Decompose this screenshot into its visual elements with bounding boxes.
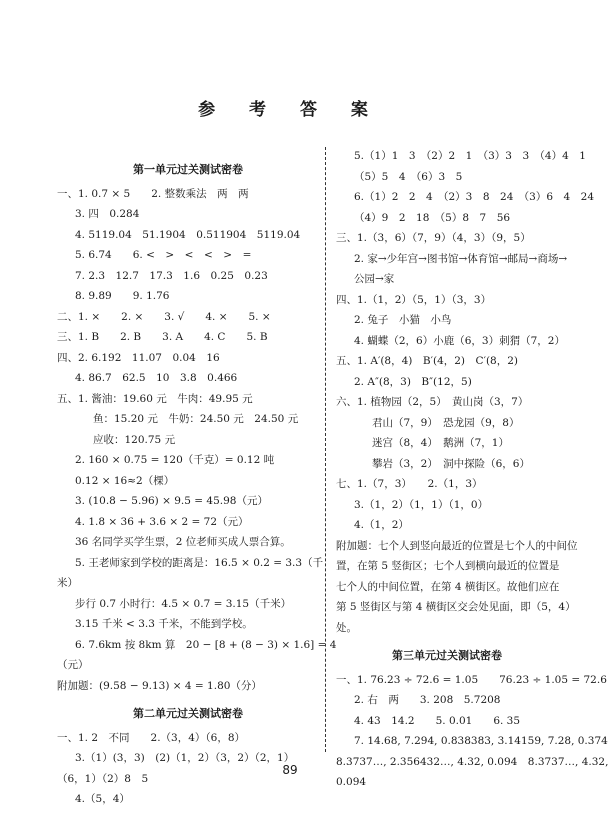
- answer-line: 攀岩（3，2） 洞中探险（6，6）: [372, 457, 530, 470]
- answer-line: 三、1.（3，6）（7，9）（4，3）（9，5）: [336, 232, 531, 244]
- answer-line: 一、1. 2 不同 2.（3，4）（6，8）: [57, 731, 246, 744]
- answer-line: （元）: [57, 659, 89, 671]
- answer-line: 应收：120.75 元: [93, 433, 176, 446]
- answer-line: 5. 王老师家到学校的距离是：16.5 × 0.2 = 3.3（千: [75, 556, 324, 569]
- answer-line: 4. 43 14.2 5. 0.01 6. 35: [354, 714, 521, 727]
- answer-line: 置，在第 5 竖街区；七个人到横向最近的位置是: [336, 560, 560, 572]
- answer-line: 0.094: [336, 776, 367, 788]
- answer-line: 一、1. 76.23 ÷ 72.6 = 1.05 76.23 ÷ 1.05 = 72.6: [336, 673, 607, 686]
- answer-line: （4）9 2 18 （5）8 7 56: [354, 211, 511, 224]
- answer-line: 七、1.（7，3） 2.（1，3）: [336, 478, 483, 490]
- answer-line: 3. (10.8 − 5.96) × 9.5 = 45.98（元）: [75, 495, 268, 507]
- answer-line: 6. 7.6km 按 8km 算 20 − [8 + (8 − 3) × 1.6] = 4: [75, 638, 337, 651]
- answer-line: 6.（1）2 2 4 （2）3 8 24 （3）6 4 24: [354, 191, 595, 203]
- answer-line: 附加题：七个人到竖向最近的位置是七个人的中间位: [336, 539, 578, 552]
- answer-line: 36 名同学买学生票，2 位老师买成人票合算。: [75, 536, 291, 548]
- answer-line: 四、1.（1，2）（5，1）（3，3）: [336, 293, 492, 306]
- answer-line: 2. 160 × 0.75 = 120（千克）= 0.12 吨: [75, 454, 275, 466]
- answer-line: 7. 2.3 12.7 17.3 1.6 0.25 0.23: [75, 269, 268, 282]
- answer-line: 4.（5，4）: [75, 793, 130, 805]
- answer-line: （5）5 4 （6）3 5: [354, 170, 463, 183]
- answer-line: 0.12 × 16≈2（棵）: [75, 474, 175, 487]
- answer-line: 三、1. B 2. B 3. A 4. C 5. B: [57, 331, 268, 343]
- answer-line: 5.（1）1 3 （2）2 1 （3）3 3 （4）4 1: [354, 150, 586, 162]
- answer-line: 处。: [336, 621, 357, 634]
- right-column: [336, 146, 608, 793]
- unit2-title: 第二单元过关测试密卷: [133, 707, 243, 720]
- answer-line: 3.（1，2）（1，1）（1，0）: [354, 498, 489, 511]
- page-number: 89: [282, 763, 298, 777]
- answer-line: 3. 四 0.284: [75, 208, 140, 220]
- answer-line: 2. A″(8，3) B″(12，5): [354, 375, 472, 388]
- answer-line: 鱼：15.20 元 牛奶：24.50 元 24.50 元: [93, 413, 299, 425]
- answer-line: 2. 右 两 3. 208 5.7208: [354, 694, 501, 706]
- answer-line: 步行 0.7 小时行：4.5 × 0.7 = 3.15（千米）: [75, 597, 292, 610]
- answer-line: 2. 家→少年宫→图书馆→体育馆→邮局→商场→: [354, 252, 568, 265]
- column-divider: [325, 147, 326, 752]
- answer-line: 公园→家: [354, 273, 395, 285]
- answer-line: （6，1）（2）8 5: [57, 772, 149, 785]
- unit1-answers: [57, 184, 337, 697]
- answer-line: 五、1. A′(8，4) B′(4，2) C′(8，2): [336, 355, 519, 367]
- answer-line: 3.15 千米 < 3.3 千米，不能到学校。: [75, 618, 253, 630]
- answer-line: 4. 86.7 62.5 10 3.8 0.466: [75, 372, 238, 384]
- answer-line: 8. 9.89 9. 1.76: [75, 290, 170, 302]
- answer-line: 4.（1，2）: [354, 519, 409, 531]
- answer-line: 附加题：(9.58 − 9.13) × 4 = 1.80（分）: [57, 679, 262, 692]
- answer-line: 3.（1）(3，3) (2)（1，2）（3，2）（2，1）: [75, 752, 295, 764]
- answer-line: 8.3737…, 2.356432…, 4.32, 0.094 8.3737…, 4.32,: [336, 755, 608, 768]
- answer-line: 迷宫（8，4） 鹅洲（7，1）: [372, 437, 509, 449]
- answer-line: 5. 6.74 6. < > < < > =: [75, 249, 252, 261]
- answer-line: 第 5 竖街区与第 4 横街区交会处见面，即（5，4）: [336, 601, 576, 613]
- unit1-title: 第一单元过关测试密卷: [133, 163, 243, 176]
- page-title: 参 考 答 案: [198, 100, 382, 120]
- answer-line: 一、1. 0.7 × 5 2. 整数乘法 两 两: [57, 187, 249, 200]
- answer-line: 7. 14.68, 7.294, 0.838383, 3.14159, 7.28, 0.374: [354, 735, 608, 747]
- unit3-title: 第三单元过关测试密卷: [392, 649, 502, 662]
- answer-line: 五、1. 酱油：19.60 元 牛肉：49.95 元: [57, 392, 253, 405]
- left-column: [57, 160, 337, 810]
- answer-line: 4. 蝴蝶（2，6）小鹿（6，3）刺猬（7，2）: [354, 334, 565, 347]
- answer-line: 米）: [57, 577, 78, 589]
- answer-line: 4. 5119.04 51.1904 0.511904 5119.04: [75, 228, 301, 241]
- answer-line: 二、1. × 2. × 3. √ 4. × 5. ×: [57, 310, 271, 323]
- answer-line: 七个人的中间位置，在第 4 横街区。故他们应在: [336, 580, 560, 593]
- answer-line: 君山（7，9） 恐龙园（9，8）: [372, 416, 520, 429]
- answer-line: 六、1. 植物园（2，5） 黄山岗（3，7）: [336, 396, 529, 408]
- answer-line: 4. 1.8 × 36 + 3.6 × 2 = 72（元）: [75, 515, 249, 528]
- answer-line: 四、2. 6.192 11.07 0.04 16: [57, 351, 220, 364]
- answer-line: 2. 兔子 小猫 小鸟: [354, 314, 452, 326]
- unit2-answers-continued: [336, 146, 595, 638]
